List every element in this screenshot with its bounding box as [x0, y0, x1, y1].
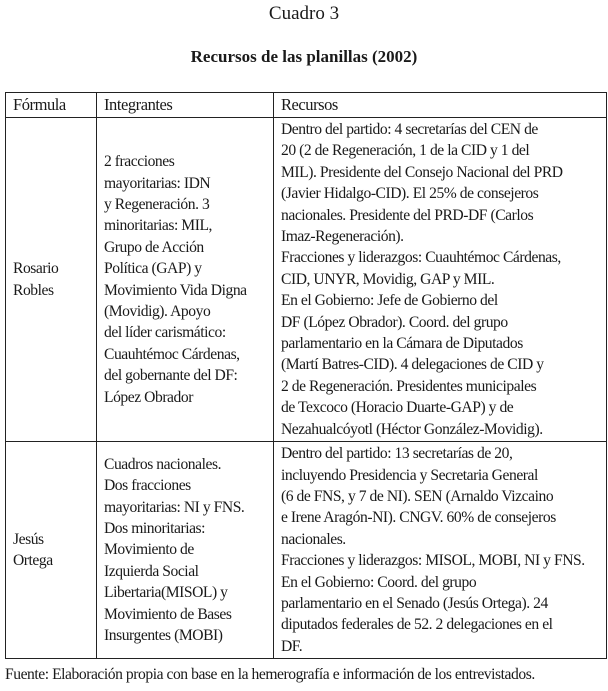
integrantes-cell	[97, 118, 274, 442]
table-row	[6, 118, 607, 442]
cell-line: Robles	[13, 281, 54, 299]
cell-line: nacionales. Presidente del PRD-DF (Carlos	[281, 206, 534, 224]
cell-line: MIL). Presidente del Consejo Nacional del PRD	[281, 163, 563, 181]
cell-line: En el Gobierno: Jefe de Gobierno del	[281, 292, 498, 310]
cell-line: Grupo de Acción	[104, 238, 204, 256]
cell-line: DF (López Obrador). Coord. del grupo	[281, 313, 508, 331]
cell-line: Imaz-Regeneración).	[281, 228, 404, 246]
cell-line: Movimiento de Bases	[104, 605, 232, 623]
source-note: Fuente: Elaboración propia con base en la hemerografía e información de los entrevistados.	[5, 666, 535, 684]
cell-line: parlamentario en la Cámara de Diputados	[281, 335, 523, 353]
cell-line: Fracciones y liderazgos: MISOL, MOBI, NI y FNS.	[281, 552, 585, 570]
cell-line: nacionales.	[281, 530, 346, 548]
cell-line: CID, UNYR, Movidig, GAP y MIL.	[281, 270, 495, 288]
cell-line: del líder carismático:	[104, 324, 226, 342]
cell-line: de Texcoco (Horacio Duarte-GAP) y de	[281, 399, 514, 417]
cell-line: López Obrador	[104, 388, 193, 406]
cell-line: minoritarias: MIL,	[104, 217, 212, 235]
cell-line: Dos fracciones	[104, 477, 191, 495]
cell-line: Dos minoritarias:	[104, 520, 206, 538]
table-title: Recursos de las planillas (2002)	[190, 47, 418, 66]
cell-line: Jesús	[13, 530, 44, 548]
cell-line: 2 de Regeneración. Presidentes municipales	[281, 377, 537, 395]
cell-line: Cuauhtémoc Cárdenas,	[104, 345, 240, 363]
integrantes-cell	[97, 442, 274, 659]
cell-line: incluyendo Presidencia y Secretaria General	[281, 466, 538, 484]
cell-line: (6 de FNS, y 7 de NI). SEN (Arnaldo Vizcaino	[281, 487, 554, 505]
cell-line: Insurgentes (MOBI)	[104, 627, 223, 645]
cell-line: Libertaria(MISOL) y	[104, 584, 228, 602]
cell-line: Dentro del partido: 4 secretarías del CEN de	[281, 121, 538, 138]
cell-line: En el Gobierno: Coord. del grupo	[281, 573, 477, 591]
cell-line: parlamentario en el Senado (Jesús Ortega). 24	[281, 594, 548, 612]
cell-line: (Javier Hidalgo-CID). El 25% de consejeros	[281, 185, 539, 203]
header-recursos: Recursos	[274, 93, 607, 118]
cell-line: del gobernante del DF:	[104, 367, 238, 385]
cell-line: (Movidig). Apoyo	[104, 302, 211, 320]
cell-line: Cuadros nacionales.	[104, 455, 222, 473]
cell-line: Rosario	[13, 260, 59, 278]
cell-line: Fracciones y liderazgos: Cuauhtémoc Cárdenas,	[281, 249, 561, 267]
table-caption-number: Cuadro 3	[268, 3, 340, 24]
cell-line: 2 fracciones	[104, 153, 175, 171]
cell-line: mayoritarias: IDN	[104, 174, 211, 192]
cell-line: diputados federales de 52. 2 delegaciones en el	[281, 616, 553, 634]
cell-line: Dentro del partido: 13 secretarías de 20,	[281, 445, 513, 463]
cell-line: y Regeneración. 3	[104, 195, 210, 213]
cell-line: mayoritarias: NI y FNS.	[104, 498, 245, 516]
header-integrantes: Integrantes	[97, 93, 274, 118]
formula-cell	[6, 118, 97, 442]
recursos-cell	[274, 442, 607, 659]
formula-cell	[6, 442, 97, 659]
cell-line: DF.	[281, 637, 303, 655]
table-row	[6, 442, 607, 659]
cell-line: Izquierda Social	[104, 562, 199, 580]
header-formula: Fórmula	[6, 93, 97, 118]
cell-line: Movimiento Vida Digna	[104, 281, 247, 299]
header-row	[6, 93, 607, 118]
cell-line: Nezahualcóyotl (Héctor González-Movidig).	[281, 420, 543, 438]
cell-line: Política (GAP) y	[104, 260, 202, 278]
cell-line: 20 (2 de Regeneración, 1 de la CID y 1 del	[281, 142, 530, 160]
cell-line: Ortega	[13, 552, 53, 570]
cell-line: (Martí Batres-CID). 4 delegaciones de CID y	[281, 356, 544, 374]
cell-line: e Irene Aragón-NI). CNGV. 60% de consejeros	[281, 509, 556, 527]
recursos-cell	[274, 118, 607, 442]
resources-table	[5, 92, 607, 659]
cell-line: Movimiento de	[104, 541, 194, 559]
